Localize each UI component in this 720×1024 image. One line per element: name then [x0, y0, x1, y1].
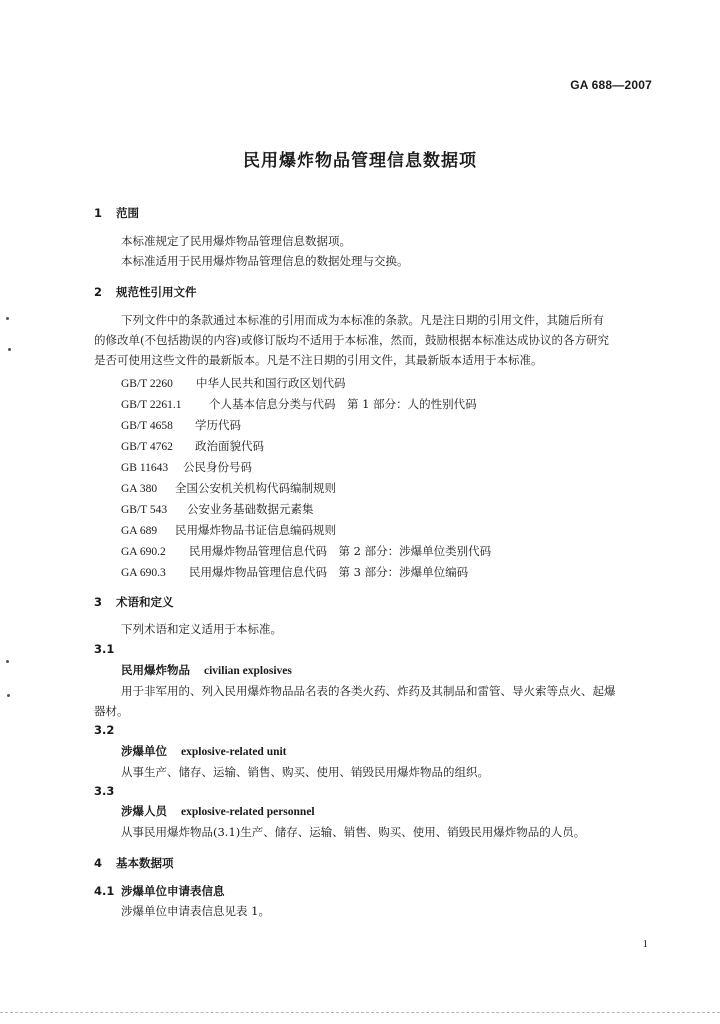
page-number: 1	[642, 938, 648, 950]
reference-title: 政治面貌代码	[195, 439, 264, 453]
scan-speck	[8, 348, 11, 351]
scan-edge-line	[0, 1012, 720, 1013]
paragraph-line: 下列文件中的条款通过本标准的引用而成为本标准的条款。凡是注日期的引用文件，其随后所有	[121, 313, 604, 327]
term-zh: 涉爆单位	[121, 744, 167, 758]
reference-item	[121, 396, 477, 413]
section-number: 1	[94, 206, 103, 220]
term-zh: 民用爆炸物品	[121, 663, 190, 677]
term-zh: 涉爆人员	[121, 804, 167, 818]
reference-code: GA 690.3	[121, 567, 166, 579]
reference-code: GB/T 543	[121, 504, 168, 516]
reference-item	[121, 417, 241, 434]
reference-title: 公安业务基础数据元素集	[187, 502, 314, 516]
reference-code: GB/T 2261.1	[121, 399, 182, 411]
term-en: explosive-related unit	[181, 746, 287, 758]
reference-title: 全国公安机关机构代码编制规则	[175, 481, 336, 495]
reference-item	[121, 375, 346, 392]
reference-title: 民用爆炸物品书证信息编码规则	[175, 523, 336, 537]
document-title: 民用爆炸物品管理信息数据项	[243, 151, 477, 171]
section-1-heading	[94, 205, 139, 221]
scan-speck	[6, 660, 9, 663]
section-title: 术语和定义	[116, 595, 174, 609]
term-en: explosive-related personnel	[181, 806, 315, 818]
reference-item	[121, 459, 252, 476]
paragraph: 本标准规定了民用爆炸物品管理信息数据项。	[121, 234, 351, 248]
scan-speck	[7, 694, 10, 697]
paragraph-line: 是否可使用这些文件的最新版本。凡是不注日期的引用文件，其最新版本适用于本标准。	[94, 353, 543, 367]
reference-item	[121, 480, 336, 497]
term-definition: 用于非军用的、列入民用爆炸物品品名表的各类火药、炸药及其制品和雷管、导火索等点火、起爆	[121, 684, 616, 698]
reference-title: 个人基本信息分类与代码 第 1 部分：人的性别代码	[209, 397, 477, 411]
reference-code: GA 690.2	[121, 546, 166, 558]
term-definition: 从事生产、储存、运输、销售、购买、使用、销毁民用爆炸物品的组织。	[121, 765, 489, 779]
term-definition: 从事民用爆炸物品(3.1)生产、储存、运输、销售、购买、使用、销毁民用爆炸物品的人员。	[121, 825, 586, 839]
reference-title: 公民身份号码	[183, 460, 252, 474]
subsection-title: 涉爆单位申请表信息	[121, 884, 225, 898]
term-en: civilian explosives	[204, 665, 292, 677]
subsection-number: 4.1	[94, 884, 115, 898]
section-number: 4	[94, 856, 103, 870]
paragraph: 本标准适用于民用爆炸物品管理信息的数据处理与交换。	[121, 254, 409, 268]
term-number: 3.1	[94, 642, 115, 656]
term-heading	[121, 803, 315, 820]
reference-item	[121, 438, 264, 455]
reference-code: GA 689	[121, 525, 158, 537]
reference-item	[121, 543, 491, 560]
paragraph-line: 的修改单(不包括勘误的内容)或修订版均不适用于本标准，然而，鼓励根据本标准达成协议的各方研究	[94, 333, 609, 347]
section-title: 基本数据项	[116, 856, 174, 870]
reference-code: GB 11643	[121, 462, 169, 474]
section-title: 范围	[116, 206, 139, 220]
section-3-heading	[94, 594, 174, 610]
reference-title: 民用爆炸物品管理信息代码 第 3 部分：涉爆单位编码	[189, 565, 469, 579]
paragraph: 下列术语和定义适用于本标准。	[121, 622, 282, 636]
reference-item	[121, 501, 314, 518]
paragraph: 涉爆单位申请表信息见表 1。	[121, 904, 270, 918]
standard-code: GA 688—2007	[570, 78, 652, 92]
section-number: 2	[94, 285, 103, 299]
term-number: 3.3	[94, 784, 115, 798]
term-heading	[121, 743, 287, 760]
section-title: 规范性引用文件	[116, 285, 197, 299]
section-4-heading	[94, 855, 174, 871]
term-heading	[121, 662, 292, 679]
section-number: 3	[94, 595, 103, 609]
reference-code: GB/T 4658	[121, 420, 173, 432]
reference-item	[121, 564, 468, 581]
reference-item	[121, 522, 336, 539]
scan-speck	[6, 317, 9, 320]
section-2-heading	[94, 284, 197, 300]
reference-code: GA 380	[121, 483, 158, 495]
subsection-heading	[94, 883, 225, 899]
term-number: 3.2	[94, 723, 115, 737]
reference-code: GB/T 4762	[121, 441, 173, 453]
reference-title: 学历代码	[195, 418, 241, 432]
reference-code: GB/T 2260	[121, 378, 173, 390]
reference-title: 中华人民共和国行政区划代码	[196, 376, 346, 390]
reference-title: 民用爆炸物品管理信息代码 第 2 部分：涉爆单位类别代码	[189, 544, 492, 558]
term-definition: 器材。	[94, 704, 129, 718]
